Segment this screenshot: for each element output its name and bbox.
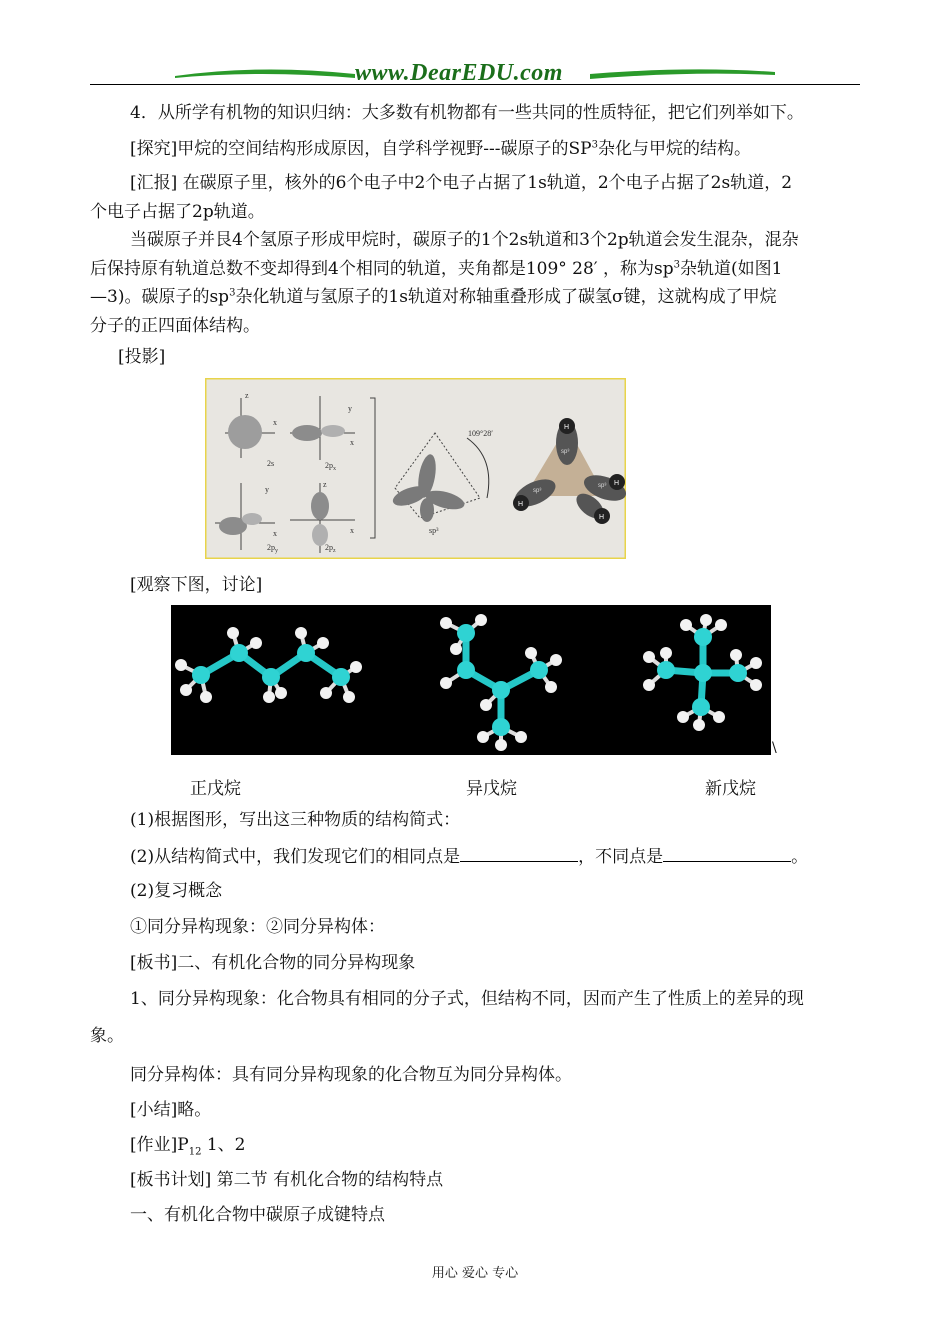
methane-sp3-3: sp³ bbox=[598, 483, 607, 489]
answer-blank-diff[interactable] bbox=[663, 845, 791, 862]
paragraph-4b-tail: 杂轨道(如图1 bbox=[680, 259, 783, 279]
label-2px: $2p_x$ bbox=[325, 461, 336, 472]
question-2-text: (2)从结构简式中，我们发现它们的相同点是 bbox=[130, 847, 461, 867]
paragraph-4c bbox=[90, 286, 777, 308]
last-heading: 一、有机化合物中碳原子成键特点 bbox=[130, 1205, 385, 1225]
methane-sp3-2: sp³ bbox=[533, 488, 542, 494]
projection-label: [投影] bbox=[118, 347, 166, 367]
question-1: (1)根据图形，写出这三种物质的结构简式： bbox=[130, 810, 461, 830]
paragraph-2-sp: SP bbox=[568, 139, 592, 159]
axis-x-label-3: x bbox=[273, 529, 277, 538]
homework-sub: 12 bbox=[188, 1146, 202, 1158]
paragraph-2-tail: 杂化与甲烷的结构。 bbox=[597, 139, 751, 159]
paragraph-4b-sup: 3 bbox=[673, 259, 681, 271]
caption-neopentane: 新戊烷 bbox=[705, 779, 756, 799]
question-2-mid: ，不同点是 bbox=[578, 847, 664, 867]
stray-backslash: \ bbox=[772, 740, 777, 756]
board-plan: [板书计划] 第二节 有机化合物的结构特点 bbox=[130, 1170, 444, 1190]
caption-n-pentane: 正戊烷 bbox=[190, 779, 241, 799]
definition-2: 同分异构体：具有同分异构现象的化合物互为同分异构体。 bbox=[130, 1065, 572, 1085]
axis-x-label-1: x bbox=[273, 418, 277, 427]
paragraph-3b: 个电子占据了2p轨道。 bbox=[90, 202, 265, 222]
paragraph-4c-sup: 3 bbox=[229, 287, 236, 299]
homework-items: 1、2 bbox=[201, 1135, 246, 1155]
review-label: (2)复习概念 bbox=[130, 881, 223, 901]
axis-z-label-1: z bbox=[245, 391, 249, 400]
header-divider bbox=[90, 84, 860, 85]
site-name: www.DearEDU.com bbox=[355, 60, 563, 86]
pentane-isomers-figure bbox=[171, 605, 771, 755]
axis-x-label-2: x bbox=[350, 438, 354, 447]
axis-y-label-2: y bbox=[348, 404, 352, 413]
methane-h-3: H bbox=[614, 480, 620, 487]
label-2pz: $2p_z$ bbox=[325, 543, 336, 554]
answer-blank-same[interactable] bbox=[460, 845, 578, 862]
definition-1b: 象。 bbox=[90, 1026, 124, 1046]
footer-text: 用心 爱心 专心 bbox=[431, 1266, 519, 1281]
observe-label: [观察下图，讨论] bbox=[130, 575, 263, 595]
paragraph-4d: 分子的正四面体结构。 bbox=[90, 316, 260, 336]
axis-z-label-4: z bbox=[323, 480, 327, 489]
axis-y-label-3: y bbox=[265, 485, 269, 494]
question-2 bbox=[130, 845, 808, 868]
paragraph-1: 4．从所学有机物的知识归纳：大多数有机物都有一些共同的性质特征，把它们列举如下。 bbox=[130, 103, 804, 123]
paragraph-2 bbox=[130, 138, 751, 160]
paragraph-4c-text: —3)。碳原子的sp bbox=[90, 287, 230, 307]
summary-line: [小结]略。 bbox=[130, 1100, 212, 1120]
label-angle: 109°28′ bbox=[468, 429, 493, 438]
methane-h-4: H bbox=[599, 514, 605, 521]
paragraph-4b bbox=[90, 258, 783, 280]
methane-sp3-1: sp³ bbox=[561, 449, 570, 455]
methane-h-2: H bbox=[518, 501, 524, 508]
paragraph-2-sup: 3 bbox=[591, 139, 598, 151]
label-sp3: sp³ bbox=[429, 526, 439, 535]
axis-x-label-4: x bbox=[350, 526, 354, 535]
label-2py: $2p_y$ bbox=[267, 543, 278, 554]
definition-1a: 1、同分异构现象：化合物具有相同的分子式，但结构不同，因而产生了性质上的差异的现 bbox=[130, 989, 804, 1009]
homework-line bbox=[130, 1134, 245, 1156]
methane-h-1: H bbox=[564, 424, 570, 431]
paragraph-4c-tail: 杂化轨道与氢原子的1s轨道对称轴重叠形成了碳氢σ键，这就构成了甲烷 bbox=[235, 287, 777, 307]
caption-isopentane: 异戊烷 bbox=[466, 779, 517, 799]
concepts-line: ①同分异构现象：②同分异构体： bbox=[130, 917, 385, 937]
paragraph-3a: [汇报] 在碳原子里，核外的6个电子中2个电子占据了1s轨道，2个电子占据了2s轨道，2 bbox=[130, 173, 793, 193]
orbital-figure bbox=[205, 378, 626, 559]
label-2s: 2s bbox=[267, 459, 275, 468]
question-2-end: 。 bbox=[791, 847, 809, 867]
board-heading: [板书]二、有机化合物的同分异构现象 bbox=[130, 953, 416, 973]
paragraph-4b-text: 后保持原有轨道总数不变却得到4个相同的轨道，夹角都是109° 28′ ，称为sp bbox=[90, 259, 674, 279]
homework-text: [作业]P bbox=[130, 1135, 189, 1155]
paragraph-4a: 当碳原子并艮4个氢原子形成甲烷时，碳原子的1个2s轨道和3个2p轨道会发生混杂，混杂 bbox=[130, 230, 799, 250]
paragraph-2-text: [探究]甲烷的空间结构形成原因，自学科学视野---碳原子的 bbox=[130, 139, 569, 159]
